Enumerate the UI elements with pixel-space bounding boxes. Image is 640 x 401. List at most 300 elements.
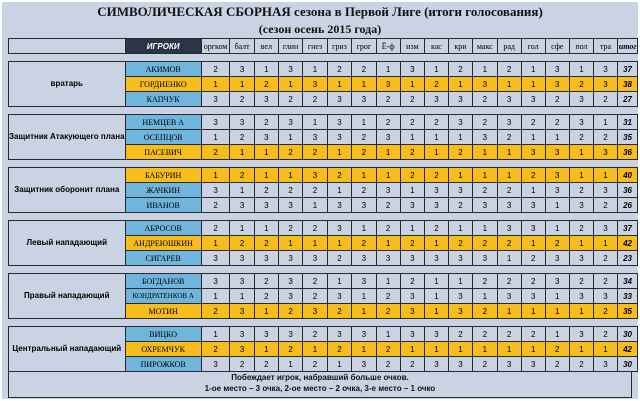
score-cell: 1: [352, 168, 376, 183]
score-cell: 3: [473, 198, 498, 213]
score-cell: 3: [521, 198, 545, 213]
score-cell: 3: [448, 183, 472, 198]
score-cell: 1: [254, 304, 278, 319]
score-cell: 1: [448, 342, 472, 357]
score-cell: 2: [278, 183, 303, 198]
score-cell: 1: [278, 168, 303, 183]
score-cell: 2: [278, 145, 303, 160]
score-cell: 3: [400, 198, 424, 213]
score-cell: 2: [400, 274, 424, 289]
score-cell: 1: [497, 77, 521, 92]
total-cell: 42: [618, 342, 638, 357]
score-cell: 2: [254, 115, 278, 130]
group-spacer: [9, 107, 638, 115]
score-cell: 3: [230, 327, 254, 342]
position-category: Левый нападающий: [9, 221, 126, 266]
score-cell: 1: [201, 77, 230, 92]
score-cell: 3: [594, 357, 618, 372]
score-cell: 3: [230, 251, 254, 266]
score-cell: 2: [400, 357, 424, 372]
score-cell: 2: [545, 92, 569, 107]
score-cell: 3: [424, 183, 448, 198]
score-cell: 3: [278, 274, 303, 289]
score-cell: 2: [448, 62, 472, 77]
header-total-label: итог: [618, 39, 638, 54]
header-voter-6: грог: [352, 39, 376, 54]
score-cell: 1: [424, 62, 448, 77]
score-cell: 2: [230, 92, 254, 107]
score-cell: 1: [448, 77, 472, 92]
score-cell: 2: [594, 251, 618, 266]
score-cell: 2: [497, 327, 521, 342]
rules-line-1: Побеждает игрок, набравший больше очков.: [231, 373, 409, 382]
score-cell: 3: [303, 304, 327, 319]
spacer-cell: [9, 319, 638, 327]
score-cell: 3: [569, 198, 593, 213]
spacer-cell: [9, 160, 638, 168]
score-cell: 1: [521, 342, 545, 357]
score-cell: 1: [254, 168, 278, 183]
score-cell: 2: [376, 304, 400, 319]
score-cell: 2: [303, 289, 327, 304]
player-name: БОГДАНОВ: [125, 274, 201, 289]
score-cell: 2: [201, 62, 230, 77]
score-cell: 1: [278, 77, 303, 92]
group-spacer: [9, 319, 638, 327]
score-cell: 1: [473, 289, 498, 304]
score-cell: 3: [521, 145, 545, 160]
score-cell: 2: [497, 236, 521, 251]
score-cell: 1: [352, 304, 376, 319]
score-cell: 1: [303, 115, 327, 130]
score-cell: 2: [201, 145, 230, 160]
score-cell: 3: [400, 62, 424, 77]
score-cell: 3: [400, 304, 424, 319]
header-voter-4: гнез: [303, 39, 327, 54]
header-voter-0: оргком: [201, 39, 230, 54]
score-cell: 2: [400, 168, 424, 183]
score-cell: 3: [376, 251, 400, 266]
player-name: АНДРЕЮШКИН: [125, 236, 201, 251]
score-cell: 3: [400, 327, 424, 342]
score-cell: 1: [376, 327, 400, 342]
score-cell: 3: [327, 115, 351, 130]
score-cell: 2: [376, 342, 400, 357]
score-cell: 1: [201, 236, 230, 251]
score-cell: 1: [594, 342, 618, 357]
player-name: НЕМЦЕВ А: [125, 115, 201, 130]
group-spacer: [9, 266, 638, 274]
score-cell: 3: [230, 274, 254, 289]
score-cell: 2: [594, 274, 618, 289]
score-cell: 1: [352, 342, 376, 357]
score-cell: 3: [569, 251, 593, 266]
score-cell: 2: [569, 221, 593, 236]
score-cell: 2: [594, 304, 618, 319]
header-players-label: ИГРОКИ: [125, 39, 201, 54]
score-cell: 1: [424, 236, 448, 251]
player-name: БАБУРИН: [125, 168, 201, 183]
score-cell: 1: [424, 342, 448, 357]
score-cell: 3: [473, 77, 498, 92]
score-cell: 2: [497, 62, 521, 77]
score-cell: 3: [545, 145, 569, 160]
total-cell: 37: [618, 62, 638, 77]
score-cell: 1: [278, 130, 303, 145]
score-cell: 1: [448, 274, 472, 289]
score-cell: 3: [569, 115, 593, 130]
score-cell: 1: [230, 77, 254, 92]
score-cell: 3: [545, 251, 569, 266]
table-row: [9, 221, 638, 236]
score-cell: 1: [376, 274, 400, 289]
header-voter-10: кри: [448, 39, 472, 54]
score-cell: 3: [352, 198, 376, 213]
score-cell: 3: [327, 92, 351, 107]
voting-table: [8, 38, 638, 372]
table-header-row: [9, 39, 638, 54]
score-cell: 2: [569, 274, 593, 289]
score-cell: 3: [424, 357, 448, 372]
score-cell: 2: [473, 304, 498, 319]
score-cell: 2: [352, 130, 376, 145]
score-cell: 3: [424, 198, 448, 213]
score-cell: 1: [303, 198, 327, 213]
player-name: КАПЧУК: [125, 92, 201, 107]
score-cell: 2: [569, 183, 593, 198]
score-cell: 1: [278, 236, 303, 251]
total-cell: 36: [618, 145, 638, 160]
score-cell: 1: [254, 145, 278, 160]
score-cell: 1: [230, 183, 254, 198]
total-cell: 40: [618, 168, 638, 183]
position-category: Центральный нападающий: [9, 327, 126, 372]
score-cell: 3: [327, 327, 351, 342]
score-cell: 2: [521, 251, 545, 266]
score-cell: 1: [201, 130, 230, 145]
score-cell: 1: [594, 168, 618, 183]
position-category: Защитник оборонит плана: [9, 168, 126, 213]
score-cell: 1: [569, 236, 593, 251]
score-cell: 3: [594, 77, 618, 92]
score-cell: 2: [201, 304, 230, 319]
score-cell: 3: [521, 357, 545, 372]
score-cell: 2: [376, 115, 400, 130]
score-cell: 1: [473, 168, 498, 183]
score-cell: 3: [497, 115, 521, 130]
score-cell: 2: [254, 77, 278, 92]
score-cell: 2: [594, 198, 618, 213]
score-cell: 2: [448, 198, 472, 213]
player-name: АБРОСОВ: [125, 221, 201, 236]
score-cell: 1: [400, 77, 424, 92]
score-cell: 3: [521, 221, 545, 236]
score-cell: 2: [521, 274, 545, 289]
score-cell: 1: [545, 221, 569, 236]
score-cell: 3: [230, 342, 254, 357]
score-cell: 1: [303, 62, 327, 77]
score-cell: 2: [569, 77, 593, 92]
score-cell: 2: [448, 327, 472, 342]
score-cell: 3: [473, 251, 498, 266]
score-cell: 1: [201, 168, 230, 183]
score-cell: 1: [400, 130, 424, 145]
score-cell: 2: [400, 145, 424, 160]
score-cell: 2: [569, 357, 593, 372]
score-cell: 2: [473, 236, 498, 251]
score-cell: 2: [254, 357, 278, 372]
group-spacer: [9, 213, 638, 221]
position-category: Защитник Атакующего плана: [9, 115, 126, 160]
score-cell: 1: [230, 289, 254, 304]
score-cell: 1: [278, 357, 303, 372]
score-cell: 2: [473, 183, 498, 198]
score-cell: 2: [448, 145, 472, 160]
table-row: [9, 168, 638, 183]
player-name: ОСЕПЦОВ: [125, 130, 201, 145]
total-cell: 37: [618, 221, 638, 236]
total-cell: 38: [618, 77, 638, 92]
score-cell: 1: [569, 145, 593, 160]
score-cell: 2: [521, 168, 545, 183]
group-spacer: [9, 160, 638, 168]
score-cell: 1: [376, 145, 400, 160]
player-name: ПАСЕВИЧ: [125, 145, 201, 160]
rules-note: [8, 371, 632, 398]
score-cell: 3: [201, 115, 230, 130]
score-cell: 2: [594, 130, 618, 145]
player-name: АКИМОВ: [125, 62, 201, 77]
score-cell: 2: [376, 221, 400, 236]
score-cell: 2: [376, 357, 400, 372]
score-cell: 1: [473, 342, 498, 357]
header-voter-7: Ё-ф: [376, 39, 400, 54]
spacer-cell: [9, 107, 638, 115]
header-voter-14: сфе: [545, 39, 569, 54]
score-cell: 2: [278, 221, 303, 236]
total-cell: 35: [618, 130, 638, 145]
score-cell: 2: [424, 115, 448, 130]
score-cell: 1: [545, 327, 569, 342]
score-cell: 3: [424, 92, 448, 107]
score-cell: 3: [448, 304, 472, 319]
score-cell: 2: [497, 274, 521, 289]
score-cell: 1: [254, 221, 278, 236]
group-spacer: [9, 54, 638, 62]
score-cell: 2: [545, 342, 569, 357]
score-cell: 3: [352, 92, 376, 107]
score-cell: 2: [303, 274, 327, 289]
score-cell: 3: [352, 274, 376, 289]
player-name: ОХРЕМЧУК: [125, 342, 201, 357]
score-cell: 2: [400, 92, 424, 107]
score-cell: 1: [352, 221, 376, 236]
score-cell: 2: [303, 92, 327, 107]
score-cell: 2: [303, 357, 327, 372]
score-cell: 3: [448, 357, 472, 372]
player-name: СИГАРЕВ: [125, 251, 201, 266]
score-cell: 2: [424, 77, 448, 92]
score-cell: 1: [424, 130, 448, 145]
player-name: ГОРДИЕНКО: [125, 77, 201, 92]
header-voter-11: макс: [473, 39, 498, 54]
score-cell: 2: [278, 342, 303, 357]
player-name: ЖАЧКИН: [125, 183, 201, 198]
score-cell: 3: [545, 274, 569, 289]
score-cell: 3: [254, 198, 278, 213]
results-sheet: [2, 2, 638, 399]
score-cell: 1: [327, 274, 351, 289]
score-cell: 3: [448, 289, 472, 304]
score-cell: 2: [230, 168, 254, 183]
score-cell: 1: [448, 168, 472, 183]
score-cell: 3: [230, 62, 254, 77]
total-cell: 26: [618, 198, 638, 213]
score-cell: 3: [594, 221, 618, 236]
score-cell: 1: [400, 221, 424, 236]
score-cell: 2: [594, 327, 618, 342]
score-cell: 2: [400, 115, 424, 130]
total-cell: 36: [618, 183, 638, 198]
player-name: ВИЦКО: [125, 327, 201, 342]
header-voter-1: балт: [230, 39, 254, 54]
score-cell: 3: [400, 289, 424, 304]
score-cell: 1: [594, 115, 618, 130]
score-cell: 3: [201, 92, 230, 107]
table-row: [9, 62, 638, 77]
score-cell: 2: [352, 183, 376, 198]
score-cell: 1: [545, 304, 569, 319]
score-cell: 1: [201, 327, 230, 342]
score-cell: 3: [376, 183, 400, 198]
score-cell: 3: [448, 115, 472, 130]
score-cell: 2: [424, 168, 448, 183]
score-cell: 2: [352, 236, 376, 251]
score-cell: 3: [376, 77, 400, 92]
score-cell: 1: [521, 130, 545, 145]
score-cell: 3: [201, 274, 230, 289]
score-cell: 2: [303, 183, 327, 198]
score-cell: 2: [254, 274, 278, 289]
score-cell: 1: [230, 145, 254, 160]
header-voter-9: кас: [424, 39, 448, 54]
score-cell: 2: [594, 92, 618, 107]
sheet-subtitle: (сезон осень 2015 года): [258, 22, 382, 36]
score-cell: 1: [303, 236, 327, 251]
score-cell: 1: [400, 183, 424, 198]
score-cell: 2: [473, 274, 498, 289]
score-cell: 3: [327, 289, 351, 304]
header-category-cell: [9, 39, 126, 54]
total-cell: 35: [618, 304, 638, 319]
score-cell: 1: [448, 130, 472, 145]
total-cell: 23: [618, 251, 638, 266]
score-cell: 1: [327, 357, 351, 372]
total-cell: 42: [618, 236, 638, 251]
score-cell: 3: [327, 221, 351, 236]
score-cell: 1: [400, 342, 424, 357]
header-voter-12: рад: [497, 39, 521, 54]
total-cell: 33: [618, 289, 638, 304]
score-cell: 1: [521, 62, 545, 77]
score-cell: 1: [352, 115, 376, 130]
score-cell: 3: [278, 115, 303, 130]
total-cell: 34: [618, 274, 638, 289]
score-cell: 2: [230, 130, 254, 145]
score-cell: 2: [303, 221, 327, 236]
score-cell: 2: [201, 342, 230, 357]
header-voter-16: тра: [594, 39, 618, 54]
rules-line-2: 1-ое место – 3 очка, 2-ое место – 2 очка, 3-е место – 1 очко: [204, 384, 436, 393]
header-voter-3: глин: [278, 39, 303, 54]
score-cell: 2: [327, 168, 351, 183]
score-cell: 1: [254, 62, 278, 77]
score-cell: 3: [278, 289, 303, 304]
table-row: [9, 274, 638, 289]
score-cell: 1: [569, 304, 593, 319]
score-cell: 2: [521, 115, 545, 130]
score-cell: 1: [569, 62, 593, 77]
table-row: [9, 327, 638, 342]
score-cell: 3: [303, 77, 327, 92]
score-cell: 1: [352, 77, 376, 92]
score-cell: 2: [254, 236, 278, 251]
score-cell: 1: [521, 304, 545, 319]
score-cell: 2: [545, 357, 569, 372]
score-cell: 2: [448, 236, 472, 251]
score-cell: 3: [521, 92, 545, 107]
score-cell: 2: [278, 92, 303, 107]
score-cell: 3: [545, 77, 569, 92]
score-cell: 3: [327, 198, 351, 213]
score-cell: 3: [594, 183, 618, 198]
score-cell: 3: [254, 327, 278, 342]
score-cell: 3: [278, 327, 303, 342]
score-cell: 3: [303, 130, 327, 145]
score-cell: 3: [424, 327, 448, 342]
score-cell: 3: [278, 251, 303, 266]
score-cell: 3: [230, 115, 254, 130]
score-cell: 3: [545, 183, 569, 198]
score-cell: 1: [327, 183, 351, 198]
score-cell: 1: [521, 236, 545, 251]
score-cell: 1: [327, 77, 351, 92]
score-cell: 1: [473, 221, 498, 236]
table-row: [9, 115, 638, 130]
score-cell: 2: [352, 145, 376, 160]
score-cell: 3: [376, 130, 400, 145]
total-cell: 31: [618, 115, 638, 130]
score-cell: 3: [497, 221, 521, 236]
score-cell: 2: [424, 221, 448, 236]
score-cell: 2: [473, 327, 498, 342]
score-cell: 3: [497, 92, 521, 107]
score-cell: 1: [545, 289, 569, 304]
player-name: МОТИН: [125, 304, 201, 319]
score-cell: 1: [473, 62, 498, 77]
score-cell: 2: [327, 304, 351, 319]
score-cell: 1: [327, 145, 351, 160]
score-cell: 2: [473, 357, 498, 372]
score-cell: 3: [254, 130, 278, 145]
score-cell: 2: [473, 92, 498, 107]
score-cell: 2: [473, 115, 498, 130]
score-cell: 3: [569, 92, 593, 107]
score-cell: 2: [303, 145, 327, 160]
score-cell: 1: [594, 236, 618, 251]
score-cell: 1: [376, 236, 400, 251]
score-cell: 1: [497, 145, 521, 160]
